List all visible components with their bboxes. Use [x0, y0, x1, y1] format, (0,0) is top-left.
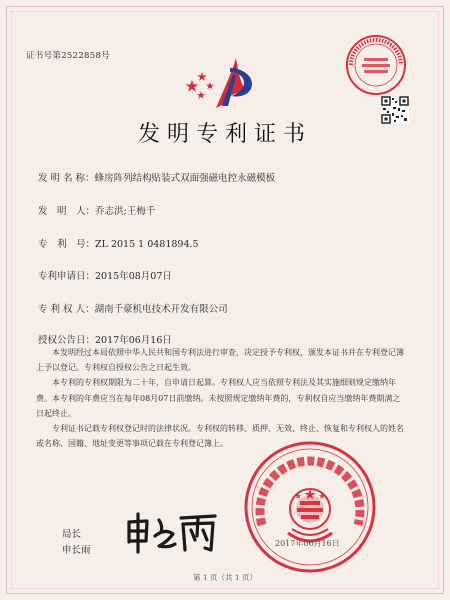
- certificate-number: 证书号第2522858号: [26, 51, 110, 61]
- patent-office-emblem-icon: [180, 54, 260, 114]
- certificate-body: [36, 345, 408, 451]
- page-indicator: 第 1 页（共 1 页）: [192, 573, 258, 582]
- inventor-label: 发 明 人：: [38, 206, 96, 217]
- patentee-row: [38, 301, 228, 315]
- invention-name-label: 发 明 名 称：: [38, 173, 95, 184]
- official-red-seal: [240, 437, 380, 577]
- grant-date-row: [38, 332, 172, 346]
- inventor-row: [38, 203, 155, 217]
- body-paragraph-status: 专利证书记载专利权登记时的法律状况。专利权的转移、质押、无效、终止、恢复和专利权人的姓名或名称、国籍、地址变更等事项记载在专利登记簿上。: [36, 424, 404, 449]
- patent-number-row: [38, 236, 199, 250]
- grant-date-value: 2017年06月16日: [95, 335, 172, 346]
- patent-number-label: 专 利 号：: [38, 239, 96, 250]
- director-title: 局长: [62, 529, 82, 540]
- filing-date-row: [38, 268, 172, 282]
- top-right-red-stamp: [345, 34, 407, 96]
- inventor-value: 乔志洪;王梅千: [95, 206, 156, 217]
- body-paragraph-term: 本专利的专利权期限为二十年，自申请日起算。专利权人应当依照专利法及其实施细则规定缴纳年费。本专利的年费应当在每年08月07日前缴纳。未按照规定缴纳年费的，专利权自应当缴纳年费期满之日起终止。: [36, 378, 401, 418]
- grant-date-label: 授权公告日：: [38, 335, 96, 346]
- invention-name-row: [38, 170, 275, 184]
- filing-date-label: 专利申请日：: [38, 271, 96, 282]
- director-name: 申长雨: [62, 545, 91, 556]
- patentee-value: 湖南千豪机电技术开发有限公司: [94, 304, 228, 315]
- filing-date-value: 2015年08月07日: [95, 271, 172, 282]
- patent-number-value: ZL 2015 1 0481894.5: [95, 239, 199, 250]
- director-signature: [123, 510, 223, 556]
- invention-name-value: 蜂房阵列结构贴装式双面强磁电控永磁模板: [94, 173, 276, 184]
- seal-date: 2017年06月16日: [275, 539, 340, 548]
- body-paragraph-grant: 本发明经过本局依照中华人民共和国专利法进行审查，决定授予专利权，颁发本证书并在专利登记簿上予以登记。专利权自授权公告之日起生效。: [36, 348, 404, 373]
- certificate-title: 发明专利证书: [137, 122, 312, 147]
- patentee-label: 专 利 权 人：: [38, 304, 95, 315]
